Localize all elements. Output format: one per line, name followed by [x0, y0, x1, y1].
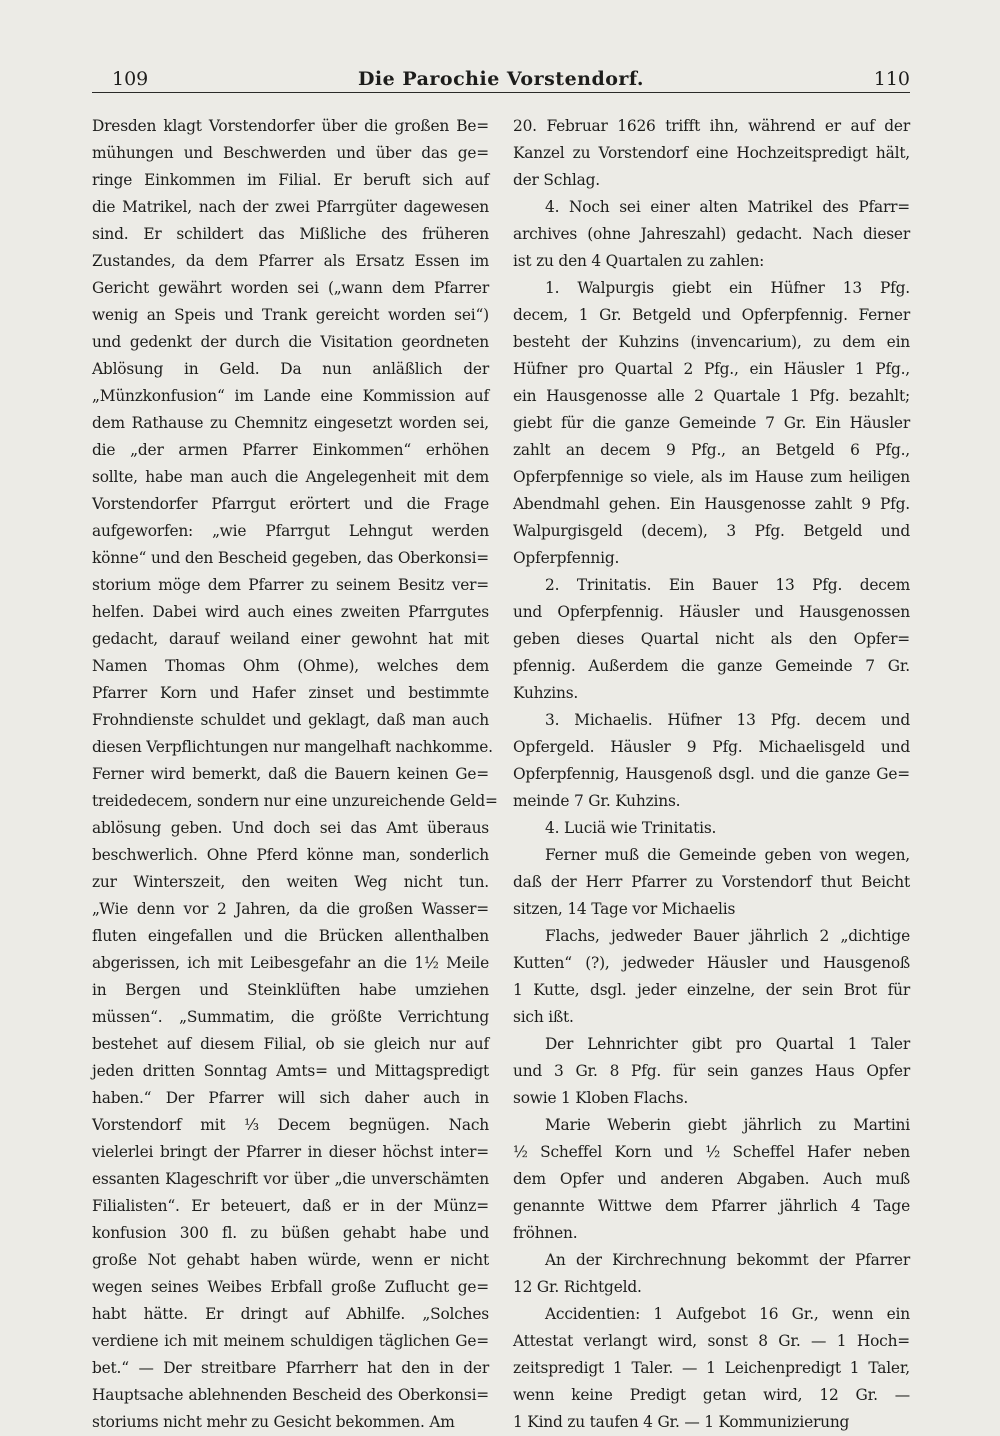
- text-line: Zustandes, da dem Pfarrer als Ersatz Essen im: [92, 252, 489, 270]
- text-line: Dresden klagt Vorstendorfer über die großen Be=: [92, 117, 489, 135]
- text-line: ablösung geben. Und doch sei das Amt überaus: [92, 819, 489, 837]
- text-line: essanten Klageschrift vor über „die unverschämten: [92, 1170, 489, 1188]
- text-line: sowie 1 Kloben Flachs.: [513, 1089, 689, 1107]
- text-line: Gericht gewährt worden sei („wann dem Pfarrer: [92, 279, 489, 297]
- text-line: Attestat verlangt wird, sonst 8 Gr. — 1 Hoch=: [513, 1332, 910, 1350]
- text-line: daß der Herr Pfarrer zu Vorstendorf thut Beicht: [513, 873, 910, 891]
- text-line: Walpurgisgeld (decem), 3 Pfg. Betgeld und: [513, 522, 910, 540]
- text-line: die Matrikel, nach der zwei Pfarrgüter dagewesen: [92, 198, 489, 216]
- text-line: diesen Verpflichtungen nur mangelhaft nachkomme.: [92, 738, 493, 756]
- text-line: Ferner muß die Gemeinde geben von wegen,: [545, 846, 910, 864]
- text-line: An der Kirchrechnung bekommt der Pfarrer: [545, 1251, 910, 1269]
- text-line: verdiene ich mit meinem schuldigen täglichen Ge=: [92, 1332, 489, 1350]
- text-line: Accidentien: 1 Aufgebot 16 Gr., wenn ein: [545, 1305, 910, 1323]
- text-line: genannte Wittwe dem Pfarrer jährlich 4 Tage: [513, 1197, 910, 1215]
- text-line: „Münzkonfusion“ im Lande eine Kommission auf: [92, 387, 489, 405]
- text-line: treidedecem, sondern nur eine unzureichende Geld=: [92, 792, 498, 810]
- text-line: Vorstendorfer Pfarrgut erörtert und die Frage: [92, 495, 489, 513]
- text-line: geben dieses Quartal nicht als den Opfer=: [513, 630, 910, 648]
- text-line: fluten eingefallen und die Brücken allenthalben: [92, 927, 489, 945]
- text-line: konfusion 300 fl. zu büßen gehabt habe und: [92, 1224, 489, 1242]
- text-line: ringe Einkommen im Filial. Er beruft sich auf: [92, 171, 489, 189]
- text-line: 2. Trinitatis. Ein Bauer 13 Pfg. decem: [545, 576, 910, 594]
- text-line: 1 Kutte, dsgl. jeder einzelne, der sein Brot für: [513, 981, 910, 999]
- text-line: Namen Thomas Ohm (Ohme), welches dem: [92, 657, 489, 675]
- text-line: Kutten“ (?), jedweder Häusler und Hausgenoß: [513, 954, 910, 972]
- text-line: Opferpfennig, Hausgenoß dsgl. und die ganze Ge=: [513, 765, 910, 783]
- text-line: zur Winterszeit, den weiten Weg nicht tun.: [92, 873, 489, 891]
- text-line: abgerissen, ich mit Leibesgefahr an die 1½ Meile: [92, 954, 489, 972]
- left-column: [92, 113, 498, 1436]
- text-line: 4. Noch sei einer alten Matrikel des Pfarr=: [545, 198, 910, 216]
- text-line: 3. Michaelis. Hüfner 13 Pfg. decem und: [545, 711, 910, 729]
- page-number-right: 110: [873, 68, 910, 90]
- text-line: beschwerlich. Ohne Pferd könne man, sonderlich: [92, 846, 489, 864]
- text-line: 1. Walpurgis giebt ein Hüfner 13 Pfg.: [545, 279, 910, 297]
- text-line: meinde 7 Gr. Kuhzins.: [513, 792, 681, 810]
- page-number-left: 109: [112, 68, 149, 90]
- text-line: Der Lehnrichter gibt pro Quartal 1 Taler: [545, 1035, 910, 1053]
- text-line: Kuhzins.: [513, 684, 579, 702]
- text-line: habt hätte. Er dringt auf Abhilfe. „Solches: [92, 1305, 489, 1323]
- text-line: ½ Scheffel Korn und ½ Scheffel Hafer neben: [513, 1143, 910, 1161]
- text-line: decem, 1 Gr. Betgeld und Opferpfennig. Ferner: [513, 306, 910, 324]
- text-line: in Bergen und Steinklüften habe umziehen: [92, 981, 489, 999]
- text-line: fröhnen.: [513, 1224, 578, 1242]
- text-line: Kanzel zu Vorstendorf eine Hochzeitspredigt hält,: [513, 144, 910, 162]
- text-line: große Not gehabt haben würde, wenn er nicht: [92, 1251, 489, 1269]
- text-line: Opfergeld. Häusler 9 Pfg. Michaelisgeld und: [513, 738, 910, 756]
- text-line: sind. Er schildert das Mißliche des früheren: [92, 225, 489, 243]
- text-line: dem Opfer und anderen Abgaben. Auch muß: [513, 1170, 910, 1188]
- text-line: zeitspredigt 1 Taler. — 1 Leichenpredigt 1 Taler,: [513, 1359, 910, 1377]
- text-line: der Schlag.: [513, 171, 600, 189]
- text-line: könne“ und den Bescheid gegeben, das Oberkonsi=: [92, 549, 489, 567]
- text-line: wegen seines Weibes Erbfall große Zuflucht ge=: [92, 1278, 489, 1296]
- text-columns: [92, 113, 910, 1436]
- text-line: Flachs, jedweder Bauer jährlich 2 „dichtige: [545, 927, 910, 945]
- text-line: 1 Kind zu taufen 4 Gr. — 1 Kommunizierung: [513, 1413, 850, 1431]
- text-line: besteht der Kuhzins (invencarium), zu dem ein: [513, 333, 910, 351]
- text-line: ist zu den 4 Quartalen zu zahlen:: [513, 252, 765, 270]
- text-line: haben.“ Der Pfarrer will sich daher auch in: [92, 1089, 489, 1107]
- text-line: wenig an Speis und Trank gereicht worden sei“): [92, 306, 489, 324]
- text-line: sollte, habe man auch die Angelegenheit mit dem: [92, 468, 489, 486]
- text-line: Marie Weberin giebt jährlich zu Martini: [545, 1116, 910, 1134]
- text-line: Pfarrer Korn und Hafer zinset und bestimmte: [92, 684, 489, 702]
- text-line: Hauptsache ablehnenden Bescheid des Oberkonsi=: [92, 1386, 489, 1404]
- text-line: Filialisten“. Er beteuert, daß er in der Münz=: [92, 1197, 489, 1215]
- text-line: aufgeworfen: „wie Pfarrgut Lehngut werden: [92, 522, 489, 540]
- text-line: ein Hausgenosse alle 2 Quartale 1 Pfg. bezahlt;: [513, 387, 910, 405]
- text-line: Opferpfennig.: [513, 549, 620, 567]
- text-line: storium möge dem Pfarrer zu seinem Besitz ver=: [92, 576, 489, 594]
- text-line: bet.“ — Der streitbare Pfarrherr hat den in der: [92, 1359, 489, 1377]
- running-title: Die Parochie Vorstendorf.: [357, 68, 645, 90]
- text-line: 20. Februar 1626 trifft ihn, während er auf der: [513, 117, 910, 135]
- text-line: 12 Gr. Richtgeld.: [513, 1278, 642, 1296]
- running-head: [92, 62, 910, 93]
- text-line: die „der armen Pfarrer Einkommen“ erhöhen: [92, 441, 489, 459]
- right-column: [513, 113, 910, 1436]
- text-line: müssen“. „Summatim, die größte Verrichtung: [92, 1008, 489, 1026]
- text-line: dem Rathause zu Chemnitz eingesetzt worden sei,: [92, 414, 489, 432]
- text-line: pfennig. Außerdem die ganze Gemeinde 7 Gr.: [513, 657, 910, 675]
- text-line: Vorstendorf mit ⅓ Decem begnügen. Nach: [92, 1116, 489, 1134]
- text-line: sich ißt.: [513, 1008, 574, 1026]
- text-line: und 3 Gr. 8 Pfg. für sein ganzes Haus Opfer: [513, 1062, 910, 1080]
- text-line: sitzen, 14 Tage vor Michaelis: [513, 900, 736, 918]
- text-line: und Opferpfennig. Häusler und Hausgenossen: [513, 603, 910, 621]
- text-line: giebt für die ganze Gemeinde 7 Gr. Ein Häusler: [513, 414, 910, 432]
- text-line: Opferpfennige so viele, als im Hause zum heiligen: [513, 468, 910, 486]
- text-line: mühungen und Beschwerden und über das ge=: [92, 144, 489, 162]
- text-line: und gedenkt der durch die Visitation geordneten: [92, 333, 489, 351]
- text-line: storiums nicht mehr zu Gesicht bekommen. Am: [92, 1413, 455, 1431]
- text-line: Hüfner pro Quartal 2 Pfg., ein Häusler 1 Pfg.,: [513, 360, 910, 378]
- text-line: vielerlei bringt der Pfarrer in dieser höchst inter=: [92, 1143, 489, 1161]
- text-line: zahlt an decem 9 Pfg., an Betgeld 6 Pfg.,: [513, 441, 910, 459]
- text-line: „Wie denn vor 2 Jahren, da die großen Wasser=: [92, 900, 489, 918]
- text-line: bestehet auf diesem Filial, ob sie gleich nur auf: [92, 1035, 489, 1053]
- text-line: Abendmahl gehen. Ein Hausgenosse zahlt 9 Pfg.: [513, 495, 910, 513]
- text-line: wenn keine Predigt getan wird, 12 Gr. —: [513, 1386, 910, 1404]
- text-line: Ferner wird bemerkt, daß die Bauern keinen Ge=: [92, 765, 489, 783]
- text-line: gedacht, darauf weiland einer gewohnt hat mit: [92, 630, 489, 648]
- text-line: Frohndienste schuldet und geklagt, daß man auch: [92, 711, 489, 729]
- text-line: archives (ohne Jahreszahl) gedacht. Nach dieser: [513, 225, 910, 243]
- text-line: 4. Luciä wie Trinitatis.: [545, 819, 717, 837]
- text-line: Ablösung in Geld. Da nun anläßlich der: [92, 360, 489, 378]
- text-line: helfen. Dabei wird auch eines zweiten Pfarrgutes: [92, 603, 489, 621]
- text-line: jeden dritten Sonntag Amts= und Mittagspredigt: [92, 1062, 489, 1080]
